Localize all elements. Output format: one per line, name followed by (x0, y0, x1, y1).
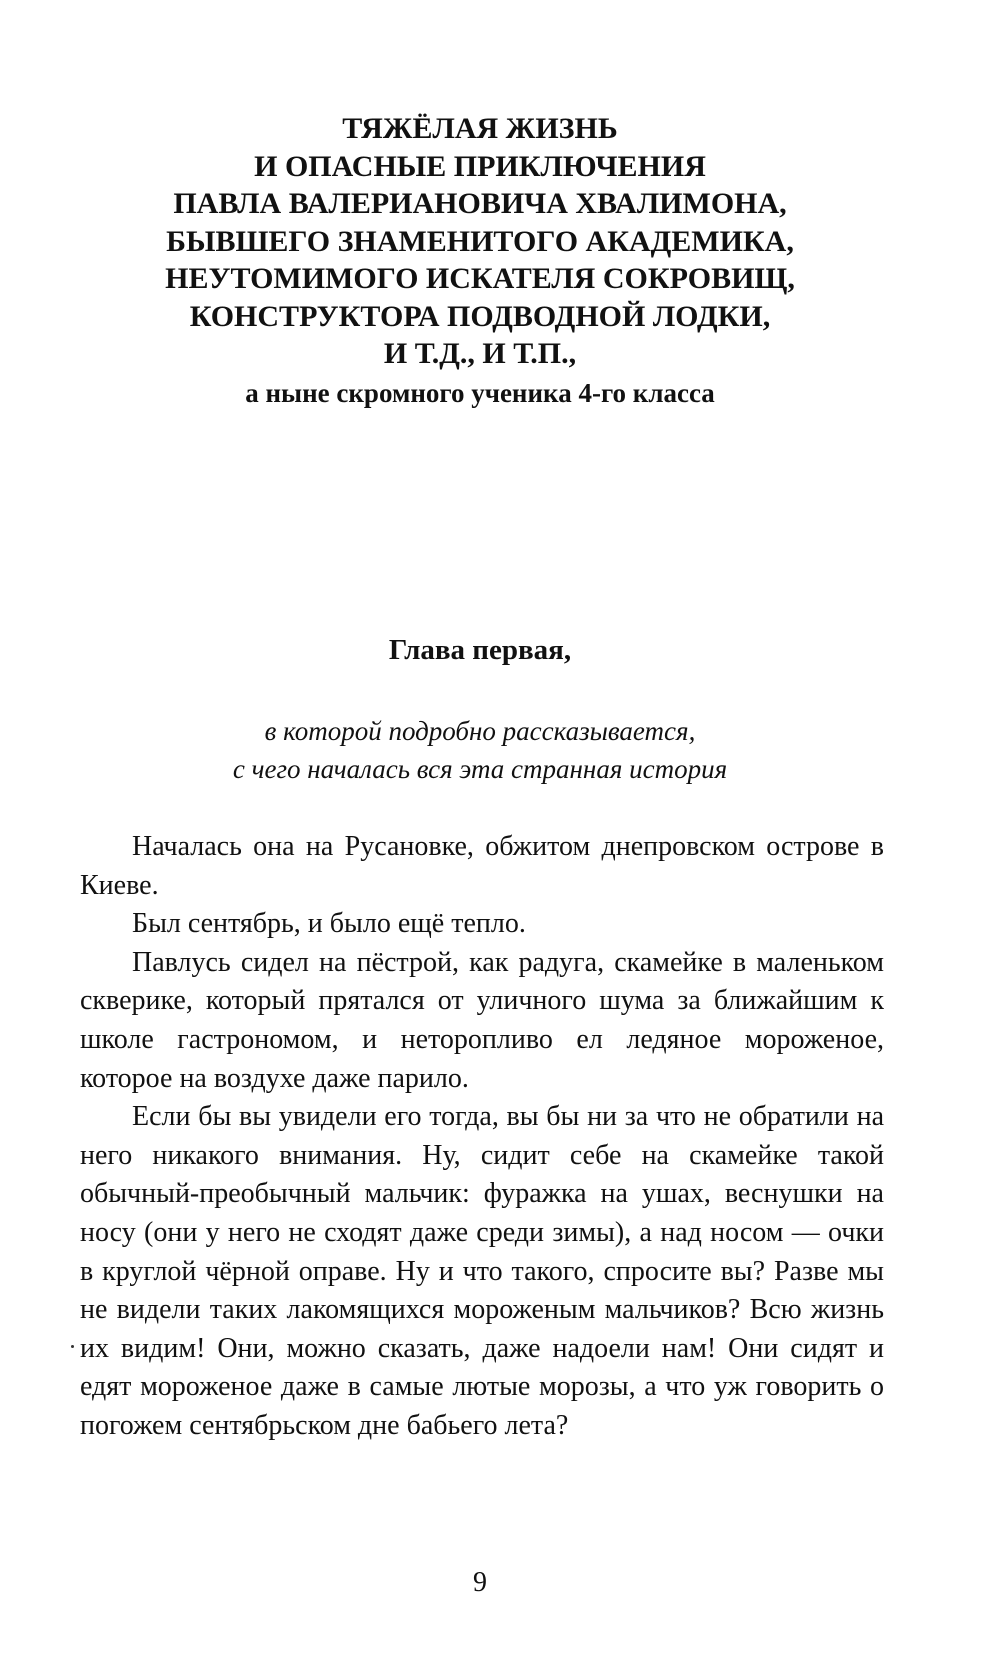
title-line: И ОПАСНЫЕ ПРИКЛЮЧЕНИЯ (254, 149, 706, 183)
book-title (0, 110, 960, 413)
paragraph: Павлусь сидел на пёстрой, как радуга, скамейке в маленьком скверике, который прятался от уличного шума за ближайшим к школе гастрономом, и неторопливо ел ледяное мороженое, которое на воздухе даже парило. (80, 946, 884, 1094)
chapter-heading: Глава первая, (388, 634, 572, 666)
title-subtitle: а ныне скромного ученика 4-го класса (245, 377, 715, 408)
title-line: И Т.Д., И Т.П., (383, 337, 577, 370)
title-line: КОНСТРУКТОРА ПОДВОДНОЙ ЛОДКИ, (189, 299, 771, 333)
paragraph: Если бы вы увидели его тогда, вы бы ни за что не обратили на него никакого внимания. Ну, сидит себе на скамейке такой обычный-преобычный мальчик: фуражка на ушах, веснушки на носу (они у него не сходят даже среди зимы), а над носом — очки в круглой чёрной оправе. Ну и что такого, спросите вы? Разве мы не видели таких лакомящихся мороженым мальчиков? Всю жизнь их видим! Они, можно сказать, даже надоели нам! Они сидят и едят мороженое даже в самые лютые морозы, а что уж говорить о погожем сентябрьском дне бабьего лета? (80, 1101, 884, 1441)
chapter-summary-line: с чего началась вся эта странная история (232, 754, 728, 784)
title-line: НЕУТОМИМОГО ИСКАТЕЛЯ СОКРОВИЩ, (165, 262, 795, 295)
body-text (80, 828, 884, 1446)
paragraph: Началась она на Русановке, обжитом днепровском острове в Киеве. (80, 831, 884, 901)
paragraph: Был сентябрь, и было ещё тепло. (132, 908, 526, 940)
chapter-summary-line: в которой подробно рассказывается, (264, 716, 696, 746)
chapter-summary (0, 712, 960, 788)
page-number: 9 (473, 1567, 487, 1598)
title-line: ТЯЖЁЛАЯ ЖИЗНЬ (342, 112, 618, 145)
print-speck (71, 1345, 74, 1348)
title-line: БЫВШЕГО ЗНАМЕНИТОГО АКАДЕМИКА, (166, 224, 794, 258)
title-line: ПАВЛА ВАЛЕРИАНОВИЧА ХВАЛИМОНА, (173, 187, 787, 220)
